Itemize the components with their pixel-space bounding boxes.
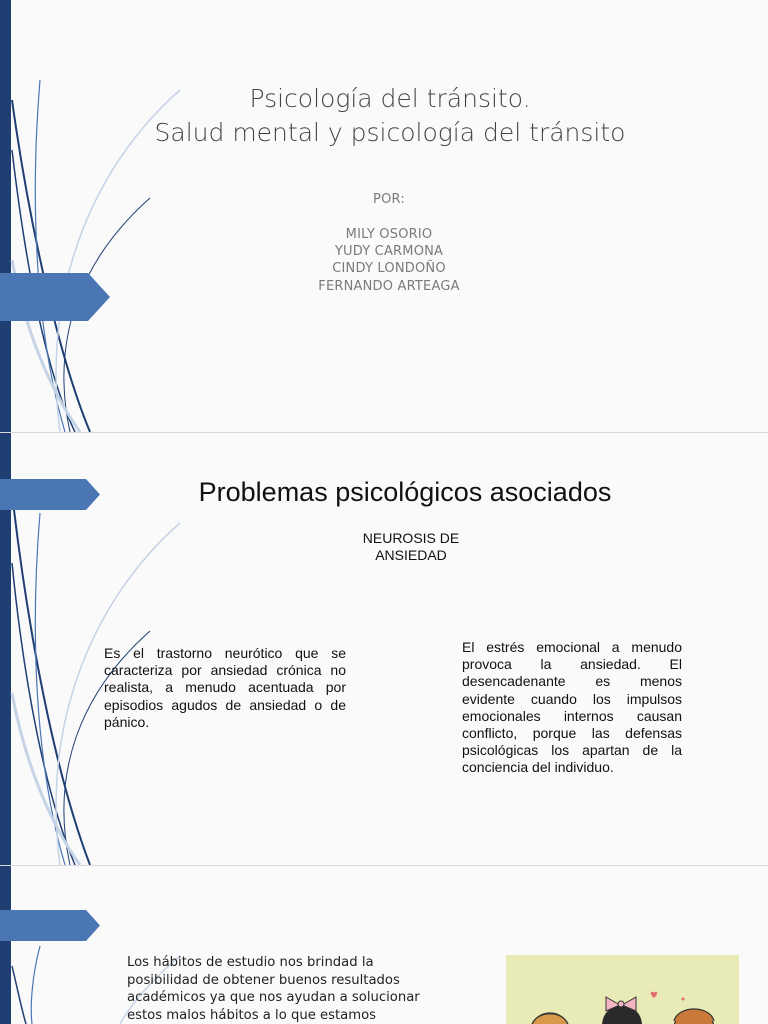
paragraph-line: estos malos hábitos a lo que estamos [127,1007,377,1023]
left-paragraph: Es el trastorno neurótico que se caracteriza por ansiedad crónica no realista, a menudo acentuada por episodios agudos de ansiedad o de pánico. [104,645,346,730]
study-habits-paragraph [127,954,467,1024]
slide-2-subtitle [311,530,511,564]
paragraph-line: académicos ya que nos ayudan a solucionar [127,990,420,1005]
cartoon-illustration [506,955,739,1024]
author-name: MILY OSORIO [345,227,433,242]
author-name: YUDY CARMONA [334,244,444,260]
subtitle-line-2: ANSIEDAD [375,547,447,563]
author-name: FERNANDO ARTEAGA [318,278,460,294]
slide-2 [0,433,768,865]
slide-1 [0,0,768,432]
paragraph-line: Los hábitos de estudio nos brindad la [127,955,374,970]
slide-1-title-line-1: Psicología del tránsito. [249,84,531,113]
cartoon-people-image [506,955,739,1024]
decorative-curves [0,0,200,432]
right-paragraph: El estrés emocional a menudo provoca la ansiedad. El desencadenante es menos evidente cuando los impulsos emocionales internos causan conflicto, porque las defensas psicológicas los apartan de la conciencia del individuo. [462,639,682,776]
subtitle-line-1: NEUROSIS DE [362,530,460,546]
slide-3 [0,866,768,1024]
por-label: POR: [373,192,405,207]
slide-1-title-line-2: Salud mental y psicología del tránsito [154,118,626,147]
slide-2-title: Problemas psicológicos asociados [198,477,612,507]
paragraph-line: posibilidad de obtener buenos resultados [127,972,400,988]
accent-tab-arrow [0,479,100,510]
accent-tab-arrow [0,273,110,321]
authors-list [250,226,528,295]
accent-tab-arrow [0,910,100,941]
author-name: CINDY LONDOÑO [332,261,446,277]
